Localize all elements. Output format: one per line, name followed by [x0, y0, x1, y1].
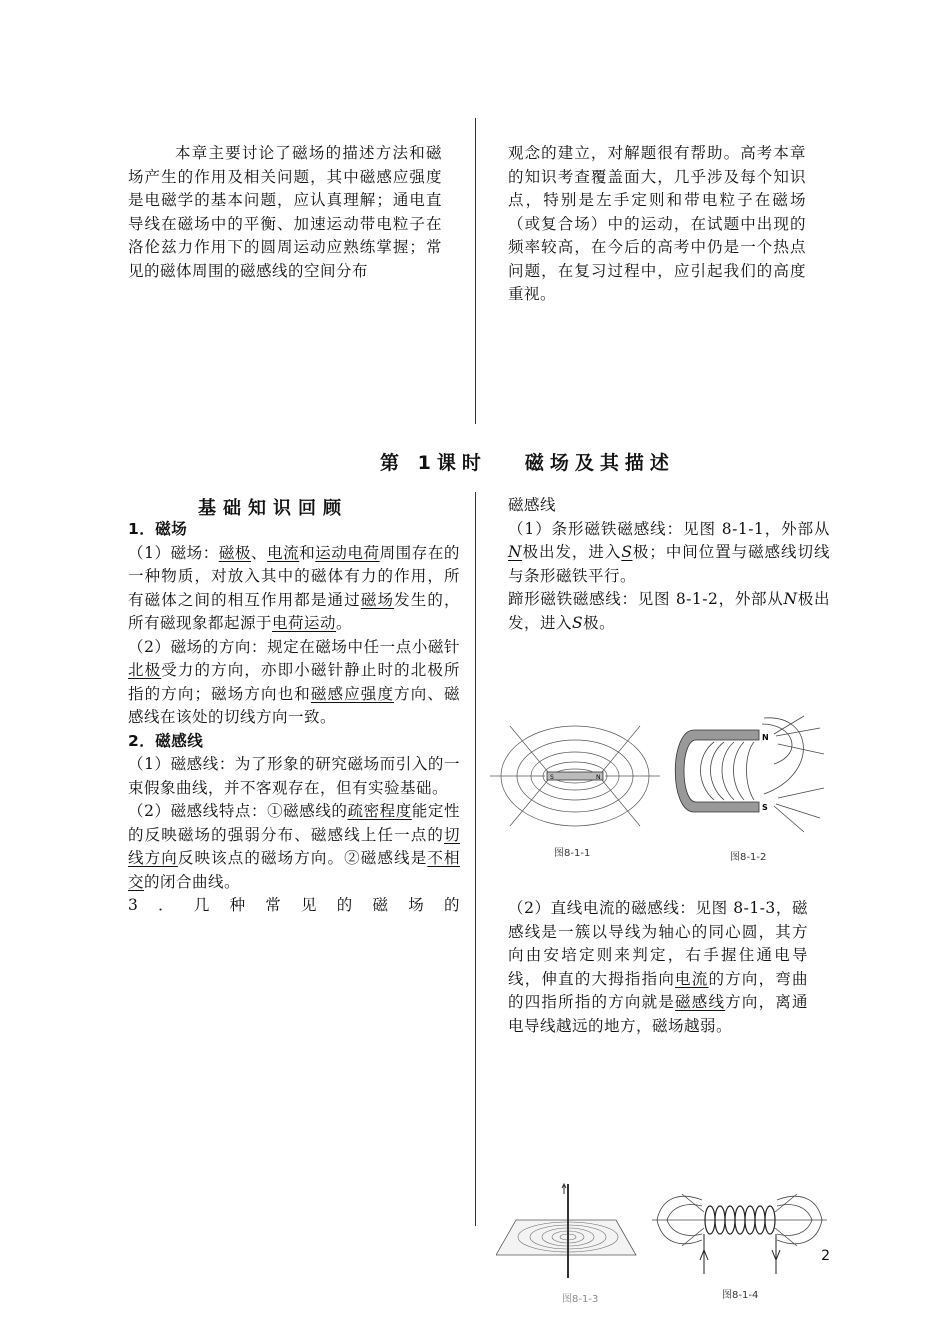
horseshoe-paragraph: 蹄形磁铁磁感线：见图 8-1-2，外部从N极出发，进入S极。 [508, 590, 830, 632]
bar-s-label: S [550, 774, 554, 781]
sec3-heading: 3．几种常见的磁场的 [128, 896, 460, 914]
figure-horseshoe-magnet [664, 714, 824, 839]
right-column-top [508, 494, 830, 635]
fig2-caption: 图8-1-2 [730, 852, 767, 863]
horseshoe-n-label: N [762, 733, 769, 742]
lesson-title [380, 448, 675, 475]
intro-left [128, 142, 442, 283]
intro-right-text: 观念的建立，对解题很有帮助。高考本章的知识考查覆盖面大，几乎涉及每个知识点，特别是左手定则和带电粒子在磁场（或复合场）中的运动，在试题中出现的频率较高，在今后的高考中仍是一个热点问题，在复习过程中，应引起我们的高度重视。 [508, 144, 806, 303]
sec2-paragraph1: （1）磁感线：为了形象的研究磁场而引入的一束假象曲线，并不客观存在，但有实验基础。 [128, 755, 460, 797]
basics-heading: 基础知识回顾 [198, 498, 348, 519]
sec1-paragraph2: （2）磁场的方向：规定在磁场中任一点小磁针北极受力的方向，亦即小磁针静止时的北极所指的方向；磁场方向也和磁感应强度方向、磁感线在该处的切线方向一致。 [128, 637, 460, 726]
intro-right [508, 142, 806, 307]
right-column-bottom [508, 897, 808, 1038]
fig4-caption: 图8-1-4 [722, 1290, 759, 1301]
straight-wire-paragraph: （2）直线电流的磁感线：见图 8-1-3，磁感线是一簇以导线为轴心的同心圆，其方向由安培定则来判定，右手握住通电导线，伸直的大拇指指向电流的方向，弯曲的四指所指的方向就是磁感线方向，离通电导线越远的地方，磁场越弱。 [508, 899, 808, 1035]
bar-n-label: N [596, 774, 601, 781]
sec1-heading: 1．磁场 [128, 520, 188, 538]
right-continuation: 磁感线 [508, 496, 557, 514]
figure-solenoid [652, 1186, 827, 1276]
lesson-topic: 磁场及其描述 [524, 452, 675, 474]
page-number: 2 [821, 1248, 830, 1264]
sec1-paragraph1: （1）磁场：磁极、电流和运动电荷周围存在的一种物质，对放入其中的磁体有力的作用，所有磁体之间的相互作用都是通过磁场发生的，所有磁现象都起源于电荷运动。 [128, 543, 460, 632]
column-divider-top [475, 118, 476, 424]
left-column [128, 518, 460, 918]
figure-bar-magnet [490, 716, 660, 836]
fig3-caption: 图8-1-3 [562, 1294, 599, 1305]
figure-straight-wire [496, 1180, 646, 1280]
fig1-caption: 图8-1-1 [554, 848, 591, 859]
intro-left-text: 本章主要讨论了磁场的描述方法和磁场产生的作用及相关问题，其中磁感应强度是电磁学的基本问题，应认真理解；通电直导线在磁场中的平衡、加速运动带电粒子在洛伦兹力作用下的圆周运动应熟练掌握；常见的磁体周围的磁感线的空间分布 [128, 144, 442, 280]
lesson-number: 第 1课时 [380, 452, 487, 474]
column-divider-bottom [475, 492, 476, 1226]
sec2-heading: 2．磁感线 [128, 731, 204, 750]
sec2-paragraph2: （2）磁感线特点：①磁感线的疏密程度能定性的反映磁场的强弱分布、磁感线上任一点的切线方向反映该点的磁场方向。②磁感线是不相交的闭合曲线。 [128, 802, 460, 891]
bar-magnet-paragraph: （1）条形磁铁磁感线：见图 8-1-1，外部从N极出发，进入S极；中间位置与磁感线切线与条形磁铁平行。 [508, 519, 830, 585]
horseshoe-s-label: S [762, 803, 768, 812]
